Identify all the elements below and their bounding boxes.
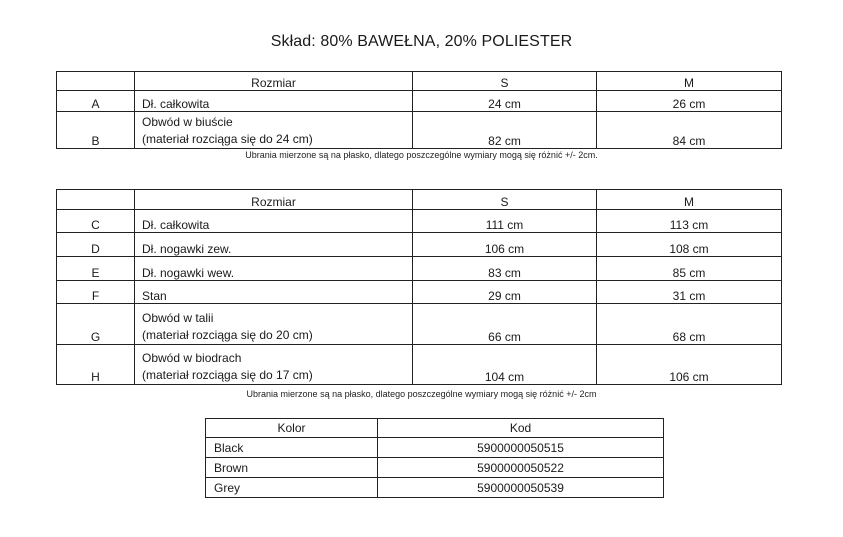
header-size: Rozmiar bbox=[135, 190, 413, 210]
row-letter: E bbox=[57, 257, 135, 281]
row-name-line2: (materiał rozciąga się do 20 cm) bbox=[142, 328, 313, 342]
size-table-bottom bbox=[56, 189, 782, 385]
color-name: Brown bbox=[206, 458, 378, 478]
row-name bbox=[135, 345, 413, 385]
row-letter: H bbox=[57, 345, 135, 385]
table-row bbox=[206, 458, 664, 478]
header-size: Rozmiar bbox=[135, 72, 413, 91]
row-letter: G bbox=[57, 304, 135, 345]
row-name-line2: (materiał rozciąga się do 17 cm) bbox=[142, 368, 313, 382]
row-name-line1: Obwód w talii bbox=[142, 311, 214, 325]
row-value-s: 106 cm bbox=[413, 233, 597, 257]
table-row bbox=[57, 233, 782, 257]
table-header-row bbox=[57, 72, 782, 91]
row-value-m: 108 cm bbox=[597, 233, 782, 257]
row-value-m: 85 cm bbox=[597, 257, 782, 281]
header-blank bbox=[57, 72, 135, 91]
measurement-note-bottom: Ubrania mierzone są na płasko, dlatego poszczególne wymiary mogą się różnić +/- 2cm bbox=[246, 389, 597, 399]
table-row bbox=[57, 91, 782, 112]
row-value-s: 104 cm bbox=[413, 345, 597, 385]
row-value-s: 66 cm bbox=[413, 304, 597, 345]
row-name: Stan bbox=[135, 281, 413, 304]
table-row bbox=[206, 438, 664, 458]
table-row bbox=[57, 304, 782, 345]
row-value-m: 113 cm bbox=[597, 210, 782, 233]
table-row bbox=[57, 112, 782, 149]
table-header-row bbox=[57, 190, 782, 210]
size-table-top bbox=[56, 71, 782, 149]
row-letter: A bbox=[57, 91, 135, 112]
row-name: Dł. nogawki wew. bbox=[135, 257, 413, 281]
row-value-m: 31 cm bbox=[597, 281, 782, 304]
header-s: S bbox=[413, 190, 597, 210]
row-value-s: 24 cm bbox=[413, 91, 597, 112]
color-code-table bbox=[205, 418, 664, 498]
table-row bbox=[57, 210, 782, 233]
row-value-m: 106 cm bbox=[597, 345, 782, 385]
row-name: Dł. całkowita bbox=[135, 210, 413, 233]
row-name bbox=[135, 304, 413, 345]
row-name-line2: (materiał rozciąga się do 24 cm) bbox=[142, 132, 313, 146]
measurement-note-top: Ubrania mierzone są na płasko, dlatego poszczególne wymiary mogą się różnić +/- 2cm. bbox=[245, 150, 598, 160]
color-code: 5900000050515 bbox=[378, 438, 664, 458]
row-value-s: 29 cm bbox=[413, 281, 597, 304]
table-row bbox=[57, 345, 782, 385]
row-value-m: 84 cm bbox=[597, 112, 782, 149]
row-value-s: 111 cm bbox=[413, 210, 597, 233]
header-m: M bbox=[597, 72, 782, 91]
table-header-row bbox=[206, 419, 664, 438]
header-blank bbox=[57, 190, 135, 210]
row-letter: C bbox=[57, 210, 135, 233]
table-row bbox=[57, 257, 782, 281]
row-value-m: 68 cm bbox=[597, 304, 782, 345]
row-value-s: 83 cm bbox=[413, 257, 597, 281]
row-letter: D bbox=[57, 233, 135, 257]
row-name bbox=[135, 112, 413, 149]
color-code: 5900000050522 bbox=[378, 458, 664, 478]
row-value-m: 26 cm bbox=[597, 91, 782, 112]
color-name: Grey bbox=[206, 478, 378, 498]
header-code: Kod bbox=[378, 419, 664, 438]
row-name-line1: Obwód w biodrach bbox=[142, 351, 242, 365]
header-m: M bbox=[597, 190, 782, 210]
row-letter: F bbox=[57, 281, 135, 304]
row-name: Dł. nogawki zew. bbox=[135, 233, 413, 257]
row-name: Dł. całkowita bbox=[135, 91, 413, 112]
header-color: Kolor bbox=[206, 419, 378, 438]
page-title: Skład: 80% BAWEŁNA, 20% POLIESTER bbox=[270, 33, 573, 50]
row-letter: B bbox=[57, 112, 135, 149]
color-name: Black bbox=[206, 438, 378, 458]
table-row bbox=[206, 478, 664, 498]
color-code: 5900000050539 bbox=[378, 478, 664, 498]
row-name-line1: Obwód w biuście bbox=[142, 115, 233, 129]
row-value-s: 82 cm bbox=[413, 112, 597, 149]
table-row bbox=[57, 281, 782, 304]
header-s: S bbox=[413, 72, 597, 91]
